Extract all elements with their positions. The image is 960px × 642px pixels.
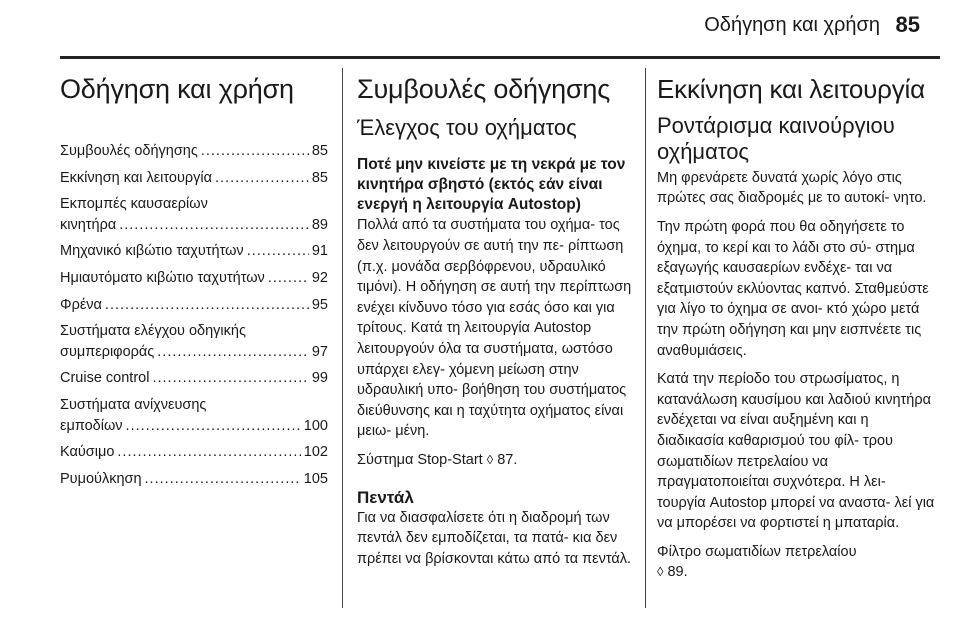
running-title: Οδήγηση και χρήση — [704, 14, 880, 36]
body-paragraph: Την πρώτη φορά που θα οδηγήσετε το όχημα, το κερί και το λάδι στο σύ- στημα εξαγωγής καυσαερίων ενδέχε- ται να εξατμιστούν εκλύοντας καπνό. Σταθμεύστε για λίγο το όχημα σε ανοι- κτό χώρο μετά την πρώτη οδήγηση και μην εισπνέετε τις αναθυμιάσεις. — [657, 218, 929, 359]
toc-column — [60, 68, 328, 495]
page-number: 85 — [895, 12, 920, 37]
toc-item[interactable]: Φρένα ..... 95 — [60, 295, 328, 316]
body-paragraph: Για να διασφαλίσετε ότι η διαδρομή των πεντάλ δεν εμποδίζεται, τα πατά- κια δεν πρέπει να βρίσκονται κάτω από τα πεντάλ. — [357, 509, 632, 567]
toc-item[interactable]: Συστήματα ελέγχου οδηγικής συμπεριφοράς ..... 97 — [60, 321, 328, 362]
chapter-title: Οδήγηση και χρήση — [60, 74, 294, 104]
cross-reference[interactable]: Σύστημα Stop-Start ◊ 87. — [357, 451, 518, 468]
page-header — [0, 0, 960, 52]
body-paragraph: Κατά την περίοδο του στρωσίματος, η κατανάλωση καυσίμου και λαδιού κινητήρα ενδέχεται να είναι αυξημένη και η διαδικασία καθαρισμού του φίλ- τρου σωματιδίων πετρελαίου να πραγματοποιείται συχνότερα. Η λει- τουργία Autostop μπορεί να αναστα- λεί για να μπορέσει να φορτιστεί η μπαταρία. — [657, 371, 935, 532]
toc-item[interactable]: Ρυμούλκηση ..... 105 — [60, 469, 328, 490]
cross-reference[interactable]: Φίλτρο σωματιδίων πετρελαίου ◊ 89. — [657, 543, 857, 581]
toc-item[interactable]: Εκπομπές καυσαερίων κινητήρα ..... 89 — [60, 194, 328, 235]
toc-item[interactable]: Καύσιμο ..... 102 — [60, 442, 328, 463]
toc-item[interactable]: Ημιαυτόματο κιβώτιο ταχυτήτων ..... 92 — [60, 268, 328, 289]
subsection-title: Πεντάλ — [357, 487, 414, 507]
body-paragraph: Πολλά από τα συστήματα του οχήμα- τος δεν λειτουργούν σε αυτή την πε- ρίπτωση (π.χ. μονάδα σερβόφρενου, υδραυλικό τιμόνι). Η οδήγηση σε αυτή την περίπτωση ενέχει κίνδυνο τόσο για εσάς όσο και για τρίτους. Κατά τη λειτουργία Autostop λειτουργούν όλα τα συστήματα, ωστόσο υπάρχει ελεγ- χόμενη μείωση στην υδραυλική υπο- βοήθηση του συστήματος διεύθυνσης και η ταχύτητα οχήματος είναι μειω- μένη. — [357, 217, 632, 440]
body-paragraph: Μη φρενάρετε δυνατά χωρίς λόγο στις πρώτες σας διαδρομές με το αυτοκί- νητο. — [657, 169, 927, 207]
toc-item[interactable]: Συμβουλές οδήγησης ..... 85 — [60, 141, 328, 162]
column-divider — [645, 68, 646, 608]
reference-arrow-icon: ◊ — [657, 564, 664, 580]
reference-arrow-icon: ◊ — [486, 451, 494, 467]
header-rule — [60, 56, 940, 59]
subsection-title: Ροντάρισμα καινούργιου οχήματος — [657, 113, 895, 165]
section-title: Συμβουλές οδήγησης — [357, 74, 611, 104]
column-divider — [342, 68, 343, 608]
toc-item[interactable]: Μηχανικό κιβώτιο ταχυτήτων ..... 91 — [60, 241, 328, 262]
starting-column — [657, 68, 937, 591]
warning-text: Ποτέ μην κινείστε με τη νεκρά με τον κινητήρα σβηστό (εκτός εάν είναι ενεργή η λειτουργία Autostop) — [357, 156, 626, 214]
toc-list — [60, 141, 328, 489]
driving-tips-column — [357, 68, 635, 578]
section-title: Εκκίνηση και λειτουργία — [657, 74, 925, 104]
subsection-title: Έλεγχος του οχήματος — [357, 115, 577, 140]
toc-item[interactable]: Cruise control ..... 99 — [60, 368, 328, 389]
toc-item[interactable]: Εκκίνηση και λειτουργία ..... 85 — [60, 168, 328, 189]
toc-item[interactable]: Συστήματα ανίχνευσης εμποδίων ..... 100 — [60, 395, 328, 436]
